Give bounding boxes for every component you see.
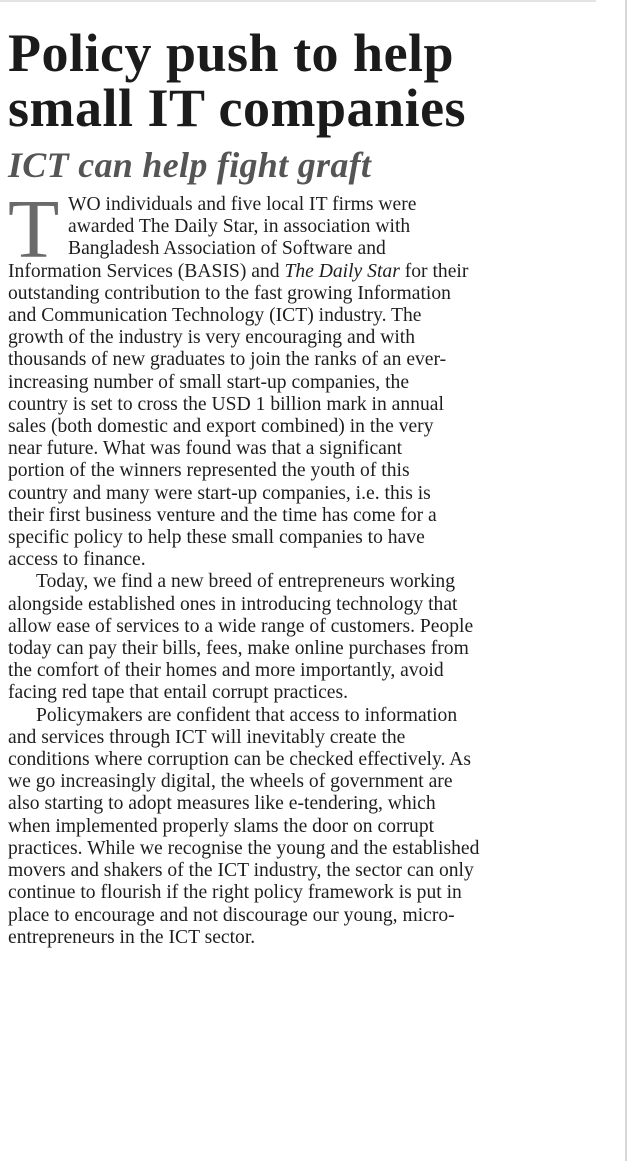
body-line: conditions where corruption can be checked effectively. As (8, 749, 471, 771)
body-line: country is set to cross the USD 1 billion mark in annual (8, 393, 444, 415)
body-line: and Communication Technology (ICT) industry. The (8, 305, 422, 327)
body-line: access to finance. (8, 549, 146, 571)
body-line: today can pay their bills, fees, make online purchases from (8, 638, 469, 660)
body-line: the comfort of their homes and more importantly, avoid (8, 660, 444, 682)
publication-name: The Daily Star (284, 260, 400, 282)
body-line: Bangladesh Association of Software and (68, 238, 386, 260)
body-text: Information Services (BASIS) and (8, 260, 285, 282)
drop-cap: T (8, 183, 60, 276)
body-line: Policymakers are confident that access to information (36, 704, 458, 726)
body-line: continue to flourish if the right policy framework is put in (8, 882, 462, 904)
body-line: growth of the industry is very encouraging and with (8, 327, 416, 349)
body-line: thousands of new graduates to join the ranks of an ever- (8, 349, 447, 371)
body-line: practices. While we recognise the young and the established (8, 837, 480, 859)
paragraph-3 (8, 705, 612, 949)
body-line: WO individuals and five local IT firms were (68, 194, 417, 215)
body-line: when implemented properly slams the door on corrupt (8, 815, 435, 837)
body-line: awarded The Daily Star, in association with (68, 216, 411, 238)
body-line: their first business venture and the time has come for a (8, 504, 437, 526)
body-line: increasing number of small start-up companies, the (8, 371, 410, 393)
subheadline: ICT can help fight graft (8, 145, 372, 185)
headline (8, 23, 612, 138)
body-line: movers and shakers of the ICT industry, the sector can only (8, 860, 474, 882)
body-line: specific policy to help these small companies to have (8, 527, 425, 549)
body-line: place to encourage and not discourage our young, micro- (8, 904, 455, 926)
paragraph-2 (8, 571, 612, 704)
body-line: near future. What was found was that a significant (8, 438, 403, 460)
headline-line-1: Policy push to help (8, 23, 455, 83)
body-line: and services through ICT will inevitably create the (8, 726, 406, 748)
body-text: for their (399, 260, 469, 282)
body-line (8, 261, 612, 283)
body-line: we go increasingly digital, the wheels of government are (8, 771, 453, 793)
column-rule (625, 0, 627, 1161)
body-line: Today, we find a new breed of entrepreneurs working (36, 571, 456, 593)
article (8, 23, 612, 949)
body-line: alongside established ones in introducing technology that (8, 593, 458, 615)
body-line: sales (both domestic and export combined) in the very (8, 416, 434, 438)
paragraph-1 (8, 183, 612, 571)
article-body (8, 183, 612, 949)
body-line: also starting to adopt measures like e-tendering, which (8, 793, 436, 815)
body-line: outstanding contribution to the fast growing Information (8, 282, 451, 304)
body-line: country and many were start-up companies, i.e. this is (8, 482, 431, 504)
body-line: portion of the winners represented the youth of this (8, 460, 410, 482)
headline-line-2: small IT companies (8, 78, 467, 138)
body-line: allow ease of services to a wide range of customers. People (8, 615, 474, 637)
body-line: entrepreneurs in the ICT sector. (8, 926, 256, 948)
body-line: facing red tape that entail corrupt practices. (8, 682, 349, 704)
top-rule (0, 0, 596, 2)
